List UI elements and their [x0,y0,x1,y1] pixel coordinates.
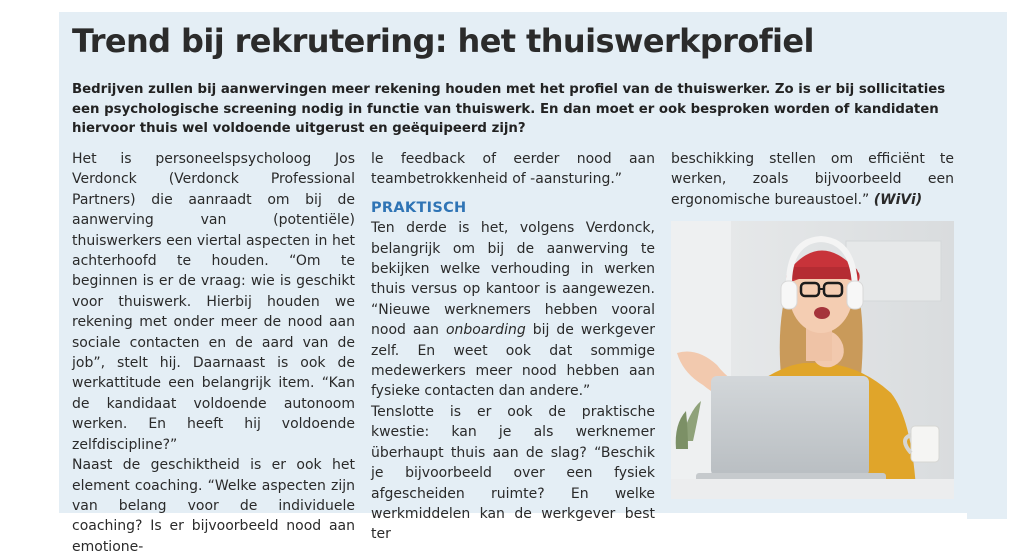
article-lead: Bedrijven zullen bij aanwervingen meer rekening houden met het profiel van de thuiswerker. Zo is er bij sollicitaties een psychologische screening nodig in functie van thuiswerk. En dan moet er ook besproken worden of kandidaten hiervoor thuis wel voldoende uitgerust en geëquipeerd zijn? [72,82,946,136]
paragraph [671,149,954,210]
column-3 [671,149,954,210]
woman-with-headphones-illustration [671,221,954,499]
paragraph: Het is personeelspsycholoog Jos Verdonck (Verdonck Professional Partners) die aanraadt om bij de aanwerving van (potentiële) thuiswerkers een viertal aspecten in het achterhoofd te houden. “Om te beginnen is er de vraag: wie is geschikt voor thuiswerk. Hierbij houden we rekening met onder meer de nood aan sociale contacten en de aard van de job”, stelt hij. Daarnaast is ook de werkattitude een belangrijk item. “Kan de kandidaat voldoende autonoom werken. En heeft hij voldoende zelfdiscipline?” [72,151,355,453]
paragraph: Naast de geschiktheid is er ook het element coaching. “Welke aspecten zijn van belang voor de individuele coaching? Is er bijvoorbeeld nood aan emotione- [72,457,355,555]
article-photo [671,221,954,499]
column-1 [72,149,355,557]
subheading: PRAKTISCH [371,199,467,216]
paragraph: le feedback of eerder nood aan teambetrokkenheid of -aansturing.” [371,151,655,188]
emphasis: onboarding [445,322,526,339]
article-title: Trend bij rekrutering: het thuiswerkprofiel [72,22,814,60]
column-2 [371,149,655,545]
author-signature: (WiVi) [873,191,923,208]
paragraph [371,218,655,402]
text-run: Ten derde is het, volgens Verdonck, belangrijk om bij de aanwerving te bekijken welke verhouding in werken thuis versus op kantoor is aangewezen. “Nieuwe werknemers hebben vooral nood aan [371,220,655,339]
text-run: bij de werkgever zelf. En weet ook dat sommige medewerkers meer nood hebben aan fysieke contacten dan andere.” [371,322,655,400]
text-run: beschikking stellen om efficiënt te werken, zoals bijvoorbeeld een ergonomische bureaustoel.” [671,151,954,208]
paragraph: Tenslotte is er ook de praktische kwestie: kan je als werknemer überhaupt thuis aan de slag? “Beschik je bijvoorbeeld over een fysiek afgescheiden ruimte? En welke werkmiddelen kan de werkgever best ter [371,403,655,543]
